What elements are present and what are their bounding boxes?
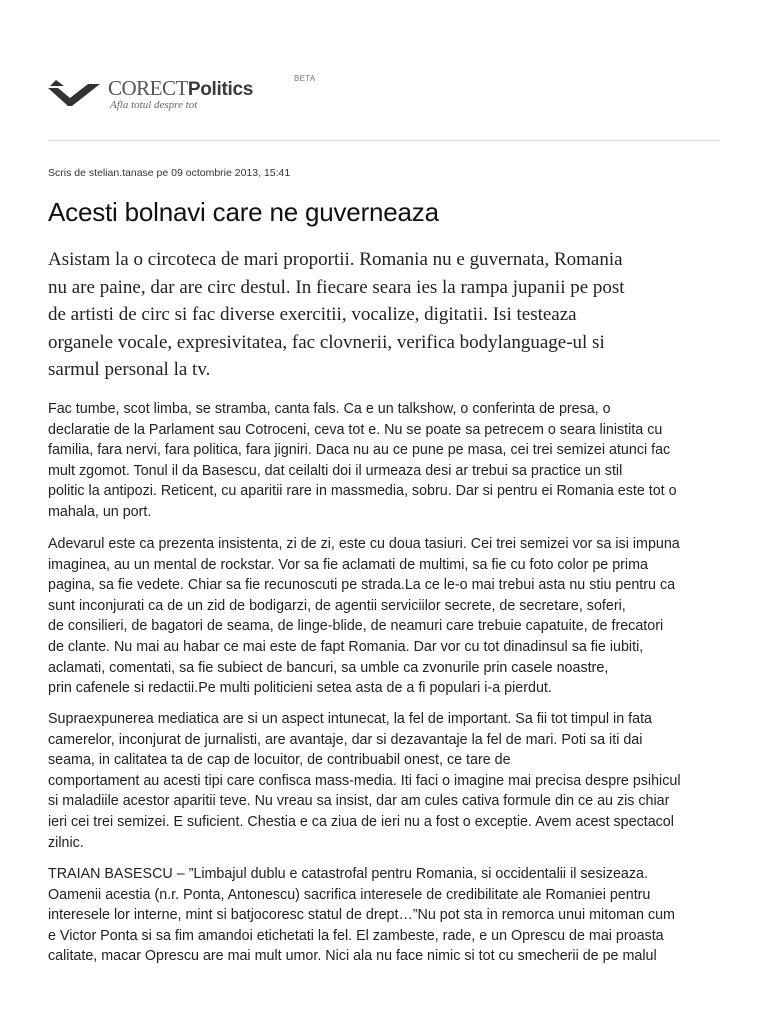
checkmark-logo-icon [48,78,100,106]
beta-badge: BETA [294,74,316,83]
text-line: Oamenii acestia (n.r. Ponta, Antonescu) sacrifica interesele de credibilitate ale Romaniei pentru [48,886,651,903]
brand-corect: CORECT [108,76,188,100]
brand-name [108,76,253,101]
text-line: mult zgomot. Tonul il da Basescu, dat ceilalti doi il urmeaza desi ar trebui sa practice un stil [48,462,623,479]
site-header[interactable] [48,72,348,112]
text-line: interesele lor interne, mint si batjocoresc statul de drept…”Nu pot sta in remorca unui mitoman cum [48,907,675,924]
body-paragraph [48,399,748,523]
body-paragraph [48,534,748,699]
article-title: Acesti bolnavi care ne guverneaza [48,197,439,227]
text-line: ieri cei trei semizei. E suficient. Chestia e ca ziua de ieri nu a fost o exceptie. Avem acest spectacol [48,813,674,830]
text-line: camerelor, inconjurat de jurnalisti, are avantaje, dar si dezavantaje la fel de mari. Poti sa iti dai [48,731,643,748]
text-line: de consilieri, de bagatori de seama, de linge-blide, de neamuri care trebuie capatuite, de frecatori [48,618,664,635]
byline: Scris de stelian.tanase pe 09 octombrie 2013, 15:41 [48,167,291,179]
body-paragraph [48,709,748,853]
text-line: TRAIAN BASESCU – ”Limbajul dublu e catastrofal pentru Romania, si occidentalii il sesizeaza. [48,866,648,882]
text-line: aclamati, comentati, sa fie subiect de bancuri, sa umble ca zvonurile prin casele noastre, [48,659,609,676]
text-line: zilnic. [48,834,84,851]
text-line: seama, in calitatea ta de cap de locuitor, de contribuabil onest, ce tare de [48,752,511,769]
text-line: sunt inconjurati ca de un zid de bodigarzi, de agentii serviciilor secrete, de secretare, soferi, [48,597,626,614]
text-line: Fac tumbe, scot limba, se stramba, canta fals. Ca e un talkshow, o conferinta de presa, o [48,401,611,417]
brand-politics: Politics [187,79,254,100]
text-line: si maladiile acestor aparitii teve. Nu vreau sa insist, dar am cules cativa formule din ce au zis chiar [48,793,670,810]
text-line: calitate, macar Oprescu are mai mult umor. Nici ala nu face nimic si tot cu smecherii de pe malul [48,948,657,965]
text-line: e Victor Ponta si sa fim amandoi etichetati la fel. El zambeste, rade, e un Oprescu de mai proasta [48,927,664,944]
text-line: declaratie de la Parlament sau Cotroceni, ceva tot e. Nu se poate sa petrecem o seara linistita cu [48,421,663,438]
text-line: politic la antipozi. Reticent, cu aparitii rare in massmedia, sobru. Dar si pentru ei Romania este tot o [48,483,677,500]
lead-paragraph [48,246,720,384]
text-line: Adevarul este ca prezenta insistenta, zi de zi, este cu doua tasiuri. Cei trei semizei vor sa isi impuna [48,536,680,552]
text-line: Supraexpunerea mediatica are si un aspect intunecat, la fel de important. Sa fii tot timpul in fata [48,711,652,727]
lead-line: organele vocale, expresivitatea, fac clovnerii, verifica bodylanguage-ul si [48,331,605,353]
text-line: comportament au acesti tipi care confisca mass-media. Iti faci o imagine mai precisa despre psihicul [48,772,681,789]
text-line: de clante. Nu mai au habar ce mai este de fapt Romania. Dar vor cu tot dinadinsul sa fie iubiti, [48,638,644,655]
text-line: pagina, sa fie vedete. Chiar sa fie recunoscuti pe strada.La ce le-o mai trebui asta nu stiu pentru ca [48,577,676,594]
header-divider [48,140,720,141]
lead-line: de artisti de circ si fac diverse exercitii, vocalize, digitatii. Isi testeaza [48,304,577,325]
lead-line: nu are paine, dar are circ destul. In fiecare seara ies la rampa jupanii pe post [48,276,625,298]
lead-line: sarmul personal la tv. [48,359,211,380]
text-line: mahala, un port. [48,503,152,520]
text-line: imaginea, au un mental de rockstar. Vor sa fie aclamati de multimi, sa fie cu foto color pe prima [48,556,648,573]
body-paragraph [48,864,748,967]
tagline: Afla totul despre tot [110,99,198,111]
text-line: prin cafenele si redactii.Pe multi politicieni setea asta de a fi populari i-a pierdut. [48,680,552,697]
lead-line: Asistam la o circoteca de mari proportii. Romania nu e guvernata, Romania [48,249,623,270]
text-line: familia, fara nervi, fara politica, fara jigniri. Daca nu au ce pune pe masa, cei trei semizei atunci fac [48,442,671,459]
